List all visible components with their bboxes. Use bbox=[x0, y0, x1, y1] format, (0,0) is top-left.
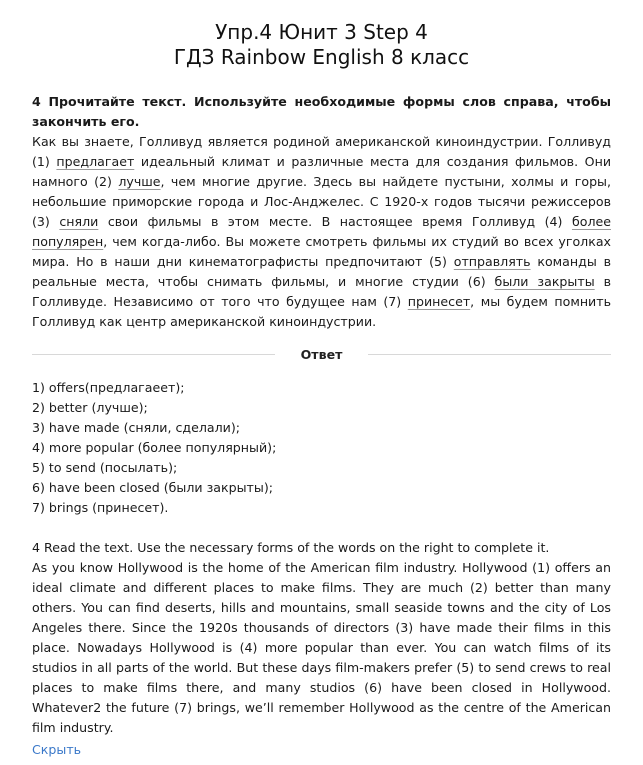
answer-list bbox=[32, 378, 611, 518]
answer-item: 5) to send (посылать); bbox=[32, 460, 178, 475]
ru-answer-1: предлагает bbox=[56, 154, 135, 169]
page-title bbox=[32, 0, 611, 70]
answer-item: 7) brings (принесет). bbox=[32, 500, 169, 515]
answer-label: Ответ bbox=[300, 346, 343, 362]
ru-text-part: Как вы знаете, Голливуд является родиной американской киноиндустрии. Голливуд (1) bbox=[32, 134, 611, 169]
answer-item: 2) better (лучше); bbox=[32, 400, 148, 415]
russian-text bbox=[32, 132, 611, 332]
task-heading-ru: 4 Прочитайте текст. Используйте необходимые формы слов справа, чтобы закончить его. bbox=[32, 94, 611, 129]
divider-line-left bbox=[32, 354, 275, 355]
ru-text-part: команды в реальные места, чтобы снимать фильмы, и многие студии (6) bbox=[32, 254, 611, 289]
ru-answer-2: лучше bbox=[118, 174, 161, 189]
title-line-2: ГДЗ Rainbow English 8 класс bbox=[173, 45, 470, 69]
title-line-1: Упр.4 Юнит 3 Step 4 bbox=[215, 20, 428, 44]
ru-text-part: в Голливуде. Независимо от того что будущее нам (7) bbox=[32, 274, 611, 309]
task-heading-en: 4 Read the text. Use the necessary forms of the words on the right to complete it. bbox=[32, 540, 550, 555]
ru-text-part: идеальный климат и различные места для создания фильмов. Они намного (2) bbox=[32, 154, 611, 189]
ru-answer-7: принесет bbox=[407, 294, 471, 309]
answer-item: 3) have made (сняли, сделали); bbox=[32, 420, 240, 435]
ru-answer-3: сняли bbox=[59, 214, 99, 229]
english-text: As you know Hollywood is the home of the American film industry. Hollywood (1) offers an ideal climate and different places to make films. They are much (2) better than many others. You can find deserts, hills and mountains, small seaside towns and the city of Los Angeles there. Since the 1920s thousands of directors (3) have made their films in this place. Nowadays Hollywood is (4) more popular than ever. You can watch films of its studios in all parts of the world. But these days film-makers prefer (5) to send crews to real places to make films there, and many studios (6) have been closed in Hollywood. Whatever2 the future (7) brings, we’ll remember Hollywood as the centre of the American film industry. bbox=[32, 560, 611, 735]
answer-divider bbox=[32, 344, 611, 364]
ru-text-part: , чем когда-либо. Вы можете смотреть фильмы их студий во всех уголках мира. Но в наши дни кинематографисты предпочитают (5) bbox=[32, 234, 611, 269]
ru-answer-5: отправлять bbox=[453, 254, 531, 269]
ru-text-part: , чем многие другие. Здесь вы найдете пустыни, холмы и горы, небольшие приморские города и Лос-Анджелес. С 1920-х годов тысячи режиссеров (3) bbox=[32, 174, 612, 229]
ru-answer-4: более популярен bbox=[32, 214, 611, 249]
ru-answer-6: были закрыты bbox=[494, 274, 595, 289]
answer-item: 4) more popular (более популярный); bbox=[32, 440, 277, 455]
hide-link[interactable]: Скрыть bbox=[32, 742, 82, 757]
answer-item: 1) offers(предлагаеет); bbox=[32, 380, 185, 395]
ru-text-part: свои фильмы в этом месте. В настоящее время Голливуд (4) bbox=[98, 214, 572, 229]
ru-text-part: , мы будем помнить Голливуд как центр американской киноиндустрии. bbox=[32, 294, 611, 329]
answer-item: 6) have been closed (были закрыты); bbox=[32, 480, 273, 495]
divider-line-right bbox=[368, 354, 611, 355]
